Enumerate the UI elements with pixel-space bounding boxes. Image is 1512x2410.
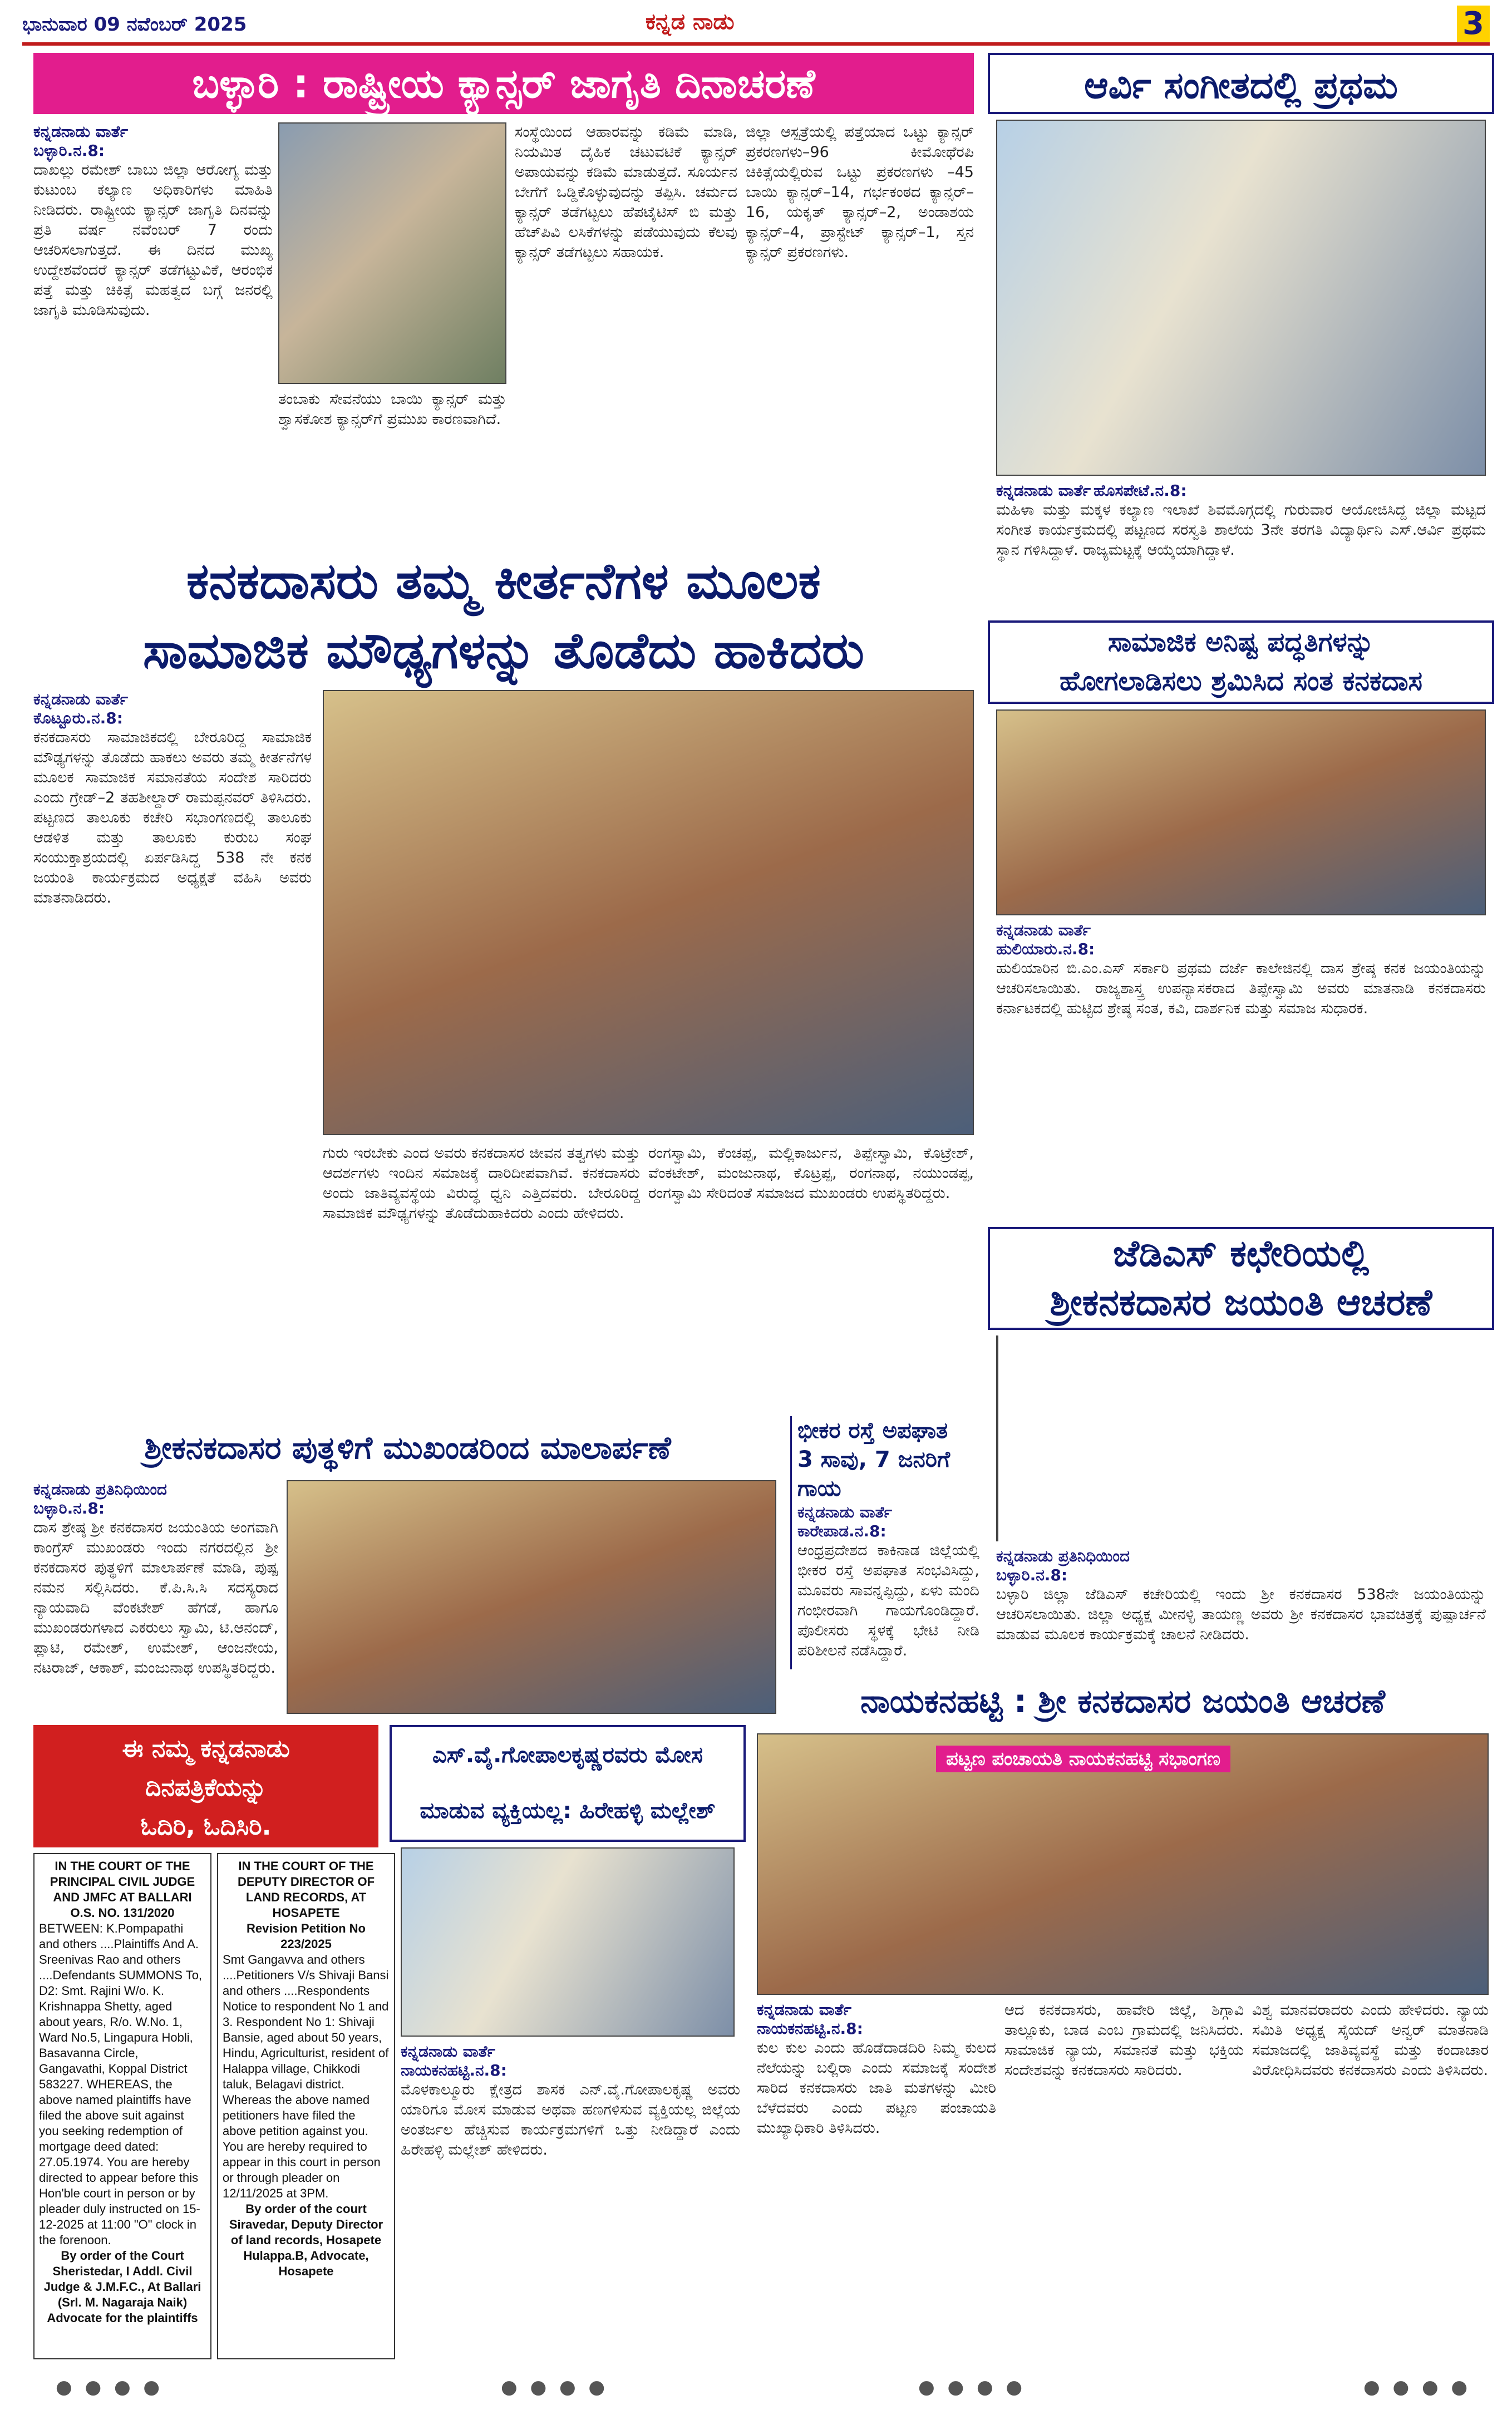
legal1-body: BETWEEN: K.Pompapathi and others ....Plaintiffs And A. Sreenivas Rao and others ....Defendants SUMMONS To, D2: Smt. Rajini W/o. K. Krishnappa Shetty, aged about years, R/o. W.No. 1, Ward No.5, Lingapura Hobli, Basavanna Circle, Gangavathi, Koppal District 583227. WHEREAS, the above named plaintiffs have filed the above suit against you seeking redemption of mortgage deed dated: 27.05.1974. You are hereby directed to appear before this Hon'ble court in person or by pleader duly instructed on 15-12-2025 at 11:00 "O" clock in the forenoon. [39, 1921, 203, 2247]
legal2-court: IN THE COURT OF THE DEPUTY DIRECTOR OF LAND RECORDS, AT HOSAPETE [237, 1859, 375, 1920]
story4-headline-line2: ಹೋಗಲಾಡಿಸಲು ಶ್ರಮಿಸಿದ ಸಂತ ಕನಕದಾಸ [1059, 666, 1423, 697]
story6-headline-line2: 3 ಸಾವು, 7 ಜನರಿಗೆ ಗಾಯ [797, 1447, 950, 1501]
newspaper-brand: ಕನ್ನಡ ನಾಡು [646, 9, 735, 35]
story2-body: ಮಹಿಳಾ ಮತ್ತು ಮಕ್ಕಳ ಕಲ್ಯಾಣ ಇಲಾಖೆ ಶಿವಮೊಗ್ಗದಲ್ಲಿ ಗುರುವಾರ ಆಯೋಜಿಸಿದ್ದ ಜಿಲ್ಲಾ ಮಟ್ಟದ ಸಂಗೀತ ಕಾರ್ಯಕ್ರಮದಲ್ಲಿ ಪಟ್ಟಣದ ಸರಸ್ವತಿ ಶಾಲೆಯ 3ನೇ ತರಗತಿ ವಿದ್ಯಾರ್ಥಿನಿ ಎಸ್.ಆರ್ವಿ ಪ್ರಥಮ ಸ್ಥಾನ ಗಳಿಸಿದ್ದಾಳೆ. ರಾಜ್ಯಮಟ್ಟಕ್ಕೆ ಆಯ್ಕೆಯಾಗಿದ್ದಾಳೆ. [996, 501, 1486, 559]
story9-col1 [757, 2000, 996, 2357]
story3-headline-line1: ಕನಕದಾಸರು ತಮ್ಮ ಕೀರ್ತನೆಗಳ ಮೂಲಕ [186, 552, 821, 610]
registration-marks-center-right: ● ● ● ● [918, 2376, 1026, 2398]
story4-headline-box [988, 620, 1494, 704]
story4-dateline: ಹುಲಿಯಾರು.ನ.8: [996, 940, 1095, 958]
story2-dateline: ಹೊಸಪೇಟೆ.ನ.8: [1094, 481, 1187, 500]
story1-body: ದಾಖಲ್ಲು ರಮೇಶ್ ಬಾಬು ಜಿಲ್ಲಾ ಆರೋಗ್ಯ ಮತ್ತು ಕುಟುಂಬ ಕಲ್ಯಾಣ ಅಧಿಕಾರಿಗಳು ಮಾಹಿತಿ ನೀಡಿದರು. ರಾಷ್ಟ್ರೀಯ ಕ್ಯಾನ್ಸರ್ ಜಾಗೃತಿ ದಿನವನ್ನು ಪ್ರತಿ ವರ್ಷ ನವೆಂಬರ್ 7 ರಂದು ಆಚರಿಸಲಾಗುತ್ತದೆ. ಈ ದಿನದ ಮುಖ್ಯ ಉದ್ದೇಶವೆಂದರೆ ಕ್ಯಾನ್ಸರ್ ತಡೆಗಟ್ಟುವಿಕೆ, ಆರಂಭಿಕ ಪತ್ತೆ ಮತ್ತು ಚಿಕಿತ್ಸೆ ಮಹತ್ವದ ಬಗ್ಗೆ ಜನರಲ್ಲಿ ಜಾಗೃತಿ ಮೂಡಿಸುವುದು. [33, 161, 273, 319]
story3-dateline: ಕೊಟ್ಟೂರು.ನ.8: [33, 709, 123, 727]
promo-line3: ಓದಿರಿ, ಓದಿಸಿರಿ. [140, 1812, 272, 1841]
story9-body3: ವಿಶ್ವ ಮಾನವರಾದರು ಎಂದು ಹೇಳಿದರು. ನ್ಯಾಯ ಸಮಿತಿ ಅಧ್ಯಕ್ಷ ಸೈಯದ್ ಅನ್ವರ್ ಮಾತನಾಡಿ ಸಮಾಜದಲ್ಲಿ ಜಾತಿವ್ಯವಸ್ಥೆ ಮತ್ತು ಕಂದಾಚಾರ ವಿರೋಧಿಸಿದವರು ಕನಕದಾಸರು ಎಂದು ತಿಳಿಸಿದರು. [1252, 2002, 1489, 2079]
issue-date: ಭಾನುವಾರ 09 ನವೆಂಬರ್ 2025 [22, 13, 247, 36]
story5-headline-line2: ಶ್ರೀಕನಕದಾಸರ ಜಯಂತಿ ಆಚರಣೆ [1050, 1281, 1432, 1324]
story9-event-photo [757, 1733, 1489, 1995]
page-number: 3 [1457, 6, 1490, 42]
story2-headline: ಆರ್ವಿ ಸಂಗೀತದಲ್ಲಿ ಪ್ರಥಮ [988, 53, 1494, 114]
promo-box [33, 1725, 378, 1847]
story9-body2: ಆದ ಕನಕದಾಸರು, ಹಾವೇರಿ ಜಿಲ್ಲೆ, ಶಿಗ್ಗಾವಿ ತಾಲ್ಲೂಕು, ಬಾಡ ಎಂಬ ಗ್ರಾಮದಲ್ಲಿ ಜನಿಸಿದರು. ಸಾಮಾಜಿಕ ನ್ಯಾಯ, ಸಮಾನತೆ ಮತ್ತು ಭಕ್ತಿಯ ಸಂದೇಶವನ್ನು ಕನಕದಾಸರು ಸಾರಿದರು. [1004, 2002, 1244, 2079]
story8-press-photo [401, 1847, 735, 2037]
story6-body: ಆಂಧ್ರಪ್ರದೇಶದ ಕಾಕಿನಾಡ ಜಿಲ್ಲೆಯಲ್ಲಿ ಭೀಕರ ರಸ್ತೆ ಅಪಘಾತ ಸಂಭವಿಸಿದ್ದು, ಮೂವರು ಸಾವನ್ನಪ್ಪಿದ್ದು, ಏಳು ಮಂದಿ ಗಂಭೀರವಾಗಿ ಗಾಯಗೊಂಡಿದ್ದಾರೆ. ಪೊಲೀಸರು ಸ್ಥಳಕ್ಕೆ ಭೇಟಿ ನೀಡಿ ಪರಿಶೀಲನೆ ನಡೆಸಿದ್ದಾರೆ. [797, 1542, 979, 1659]
legal1-court: IN THE COURT OF THE PRINCIPAL CIVIL JUDGE AND JMFC AT BALLARI [50, 1859, 195, 1904]
story8-headline-line1: ಎಸ್.ವೈ.ಗೋಪಾಲಕೃಷ್ಣರವರು ಮೋಸ [432, 1742, 703, 1768]
legal-notice-1 [33, 1853, 211, 2359]
story3-col1 [33, 690, 312, 1413]
story5-dateline: ಬಳ್ಳಾರಿ.ನ.8: [996, 1566, 1068, 1584]
story4-headline-line1: ಸಾಮಾಜಿಕ ಅನಿಷ್ಟ ಪದ್ಧತಿಗಳನ್ನು [1107, 627, 1375, 658]
story7-byline: ಕನ್ನಡನಾಡು ಪ್ರತಿನಿಧಿಯಿಂದ [33, 1480, 167, 1499]
story4-byline: ಕನ್ನಡನಾಡು ವಾರ್ತೆ [996, 921, 1091, 939]
story1-body2: ಸಂಸ್ಥೆಯಿಂದ ಆಹಾರವನ್ನು ಕಡಿಮೆ ಮಾಡಿ, ನಿಯಮಿತ ದೈಹಿಕ ಚಟುವಟಿಕೆ ಕ್ಯಾನ್ಸರ್ ಅಪಾಯವನ್ನು ಕಡಿಮೆ ಮಾಡುತ್ತದೆ. ಸೂರ್ಯನ ಬೇಗೆಗೆ ಒಡ್ಡಿಕೊಳ್ಳುವುದನ್ನು ತಪ್ಪಿಸಿ. ಚರ್ಮದ ಕ್ಯಾನ್ಸರ್ ತಡೆಗಟ್ಟಲು ಹೆಪಟೈಟಿಸ್ ಬಿ ಮತ್ತು ಹೆಚ್‌ಪಿವಿ ಲಸಿಕೆಗಳನ್ನು ಪಡೆಯುವುದು ಕೆಲವು ಕ್ಯಾನ್ಸರ್ ತಡೆಗಟ್ಟಲು ಸಹಾಯಕ. [515, 124, 737, 261]
story1-headline: ಬಳ್ಳಾರಿ : ರಾಷ್ಟ್ರೀಯ ಕ್ಯಾನ್ಸರ್ ಜಾಗೃತಿ ದಿನಾಚರಣೆ [33, 53, 974, 114]
story9-body: ಕುಲ ಕುಲ ಎಂದು ಹೊಡೆದಾಡದಿರಿ ನಿಮ್ಮ ಕುಲದ ನೆಲೆಯನ್ನು ಬಲ್ಲಿರಾ ಎಂದು ಸಮಾಜಕ್ಕೆ ಸಂದೇಶ ಸಾರಿದ ಕನಕದಾಸರು ಜಾತಿ ಮತಗಳನ್ನು ಮೀರಿ ಬೆಳೆದವರು ಎಂದು ಪಟ್ಟಣ ಪಂಚಾಯತಿ ಮುಖ್ಯಾಧಿಕಾರಿ ತಿಳಿಸಿದರು. [757, 2039, 996, 2137]
story8-dateline: ನಾಯಕನಹಟ್ಟಿ.ನ.8: [401, 2061, 507, 2079]
legal-notice-2 [217, 1853, 395, 2359]
story1-dateline: ಬಳ್ಳಾರಿ.ನ.8: [33, 141, 105, 160]
story5-text [996, 1547, 1486, 1669]
story4-body: ಹುಲಿಯಾರಿನ ಬಿ.ಎಂ.ಎಸ್ ಸರ್ಕಾರಿ ಪ್ರಥಮ ದರ್ಜೆ ಕಾಲೇಜಿನಲ್ಲಿ ದಾಸ ಶ್ರೇಷ್ಠ ಕನಕ ಜಯಂತಿಯನ್ನು ಆಚರಿಸಲಾಯಿತು. ರಾಜ್ಯಶಾಸ್ತ್ರ ಉಪನ್ಯಾಸಕರಾದ ತಿಪ್ಪೇಸ್ವಾಮಿ ಅವರು ಮಾತನಾಡಿ ಕನಕದಾಸರು ಕರ್ನಾಟಕದಲ್ಲಿ ಹುಟ್ಟಿದ ಶ್ರೇಷ್ಠ ಸಂತ, ಕವಿ, ದಾರ್ಶನಿಕ ಮತ್ತು ಸಮಾಜ ಸುಧಾರಕ. [996, 960, 1486, 1017]
story2-byline: ಕನ್ನಡನಾಡು ವಾರ್ತೆ [996, 481, 1091, 500]
story3-headline-line2: ಸಾಮಾಜಿಕ ಮೌಢ್ಯಗಳನ್ನು ತೊಡೆದು ಹಾಕಿದರು [142, 622, 865, 680]
legal1-footer: By order of the Court Sheristedar, I Addl. Civil Judge & J.M.F.C., At Ballari (Srl. M. Nagaraja Naik) Advocate for the plaintiffs [43, 2249, 201, 2325]
story1-byline: ಕನ್ನಡನಾಡು ವಾರ್ತೆ [33, 122, 129, 141]
story6-dateline: ಕಾರೇಪಾಡ.ನ.8: [797, 1522, 886, 1540]
story8-text [401, 2042, 740, 2359]
story8-headline-line2: ಮಾಡುವ ವ್ಯಕ್ತಿಯಲ್ಲ: ಹಿರೇಹಳ್ಳಿ ಮಲ್ಲೇಶ್ [420, 1798, 716, 1823]
story9-byline: ಕನ್ನಡನಾಡು ವಾರ್ತೆ [757, 2000, 852, 2019]
story7-text [33, 1480, 278, 1714]
story3-group-photo [323, 690, 974, 1135]
registration-marks-center: ● ● ● ● [501, 2376, 609, 2398]
story3-byline: ಕನ್ನಡನಾಡು ವಾರ್ತೆ [33, 690, 129, 708]
story6-block [790, 1416, 979, 1669]
story5-headline-box [988, 1227, 1494, 1330]
story3-body: ಕನಕದಾಸರು ಸಾಮಾಜಿಕದಲ್ಲಿ ಬೇರೂರಿದ್ದ ಸಾಮಾಜಿಕ ಮೌಢ್ಯಗಳನ್ನು ತೊಡೆದು ಹಾಕಲು ಅವರು ತಮ್ಮ ಕೀರ್ತನೆಗಳ ಮೂಲಕ ಸಾಮಾಜಿಕ ಸಮಾನತೆಯ ಸಂದೇಶ ಸಾರಿದರು ಎಂದು ಗ್ರೇಡ್–2 ತಹಶೀಲ್ದಾರ್ ರಾಮಪ್ಪನವರ್ ತಿಳಿಸಿದರು. ಪಟ್ಟಣದ ತಾಲೂಕು ಕಚೇರಿ ಸಭಾಂಗಣದಲ್ಲಿ ತಾಲೂಕು ಆಡಳಿತ ಮತ್ತು ತಾಲೂಕು ಕುರುಬ ಸಂಘ ಸಂಯುಕ್ತಾಶ್ರಯದಲ್ಲಿ ಏರ್ಪಡಿಸಿದ್ದ 538 ನೇ ಕನಕ ಜಯಂತಿ ಕಾರ್ಯಕ್ರಮದ ಅಧ್ಯಕ್ಷತೆ ವಹಿಸಿ ಅವರು ಮಾತನಾಡಿದರು. [33, 729, 312, 906]
story7-dateline: ಬಳ್ಳಾರಿ.ನ.8: [33, 1499, 105, 1517]
story5-body: ಬಳ್ಳಾರಿ ಜಿಲ್ಲಾ ಜೆಡಿಎಸ್ ಕಚೇರಿಯಲ್ಲಿ ಇಂದು ಶ್ರೀ ಕನಕದಾಸರ 538ನೇ ಜಯಂತಿಯನ್ನು ಆಚರಿಸಲಾಯಿತು. ಜಿಲ್ಲಾ ಅಧ್ಯಕ್ಷ ಮೀನಳ್ಳಿ ತಾಯಣ್ಣ ಅವರು ಶ್ರೀ ಕನಕದಾಸರ ಭಾವಚಿತ್ರಕ್ಕೆ ಪುಷ್ಪಾರ್ಚನೆ ಮಾಡುವ ಮೂಲಕ ಕಾರ್ಯಕ್ರಮಕ್ಕೆ ಚಾಲನೆ ನೀಡಿದರು. [996, 1586, 1486, 1643]
story9-photo-banner: ಪಟ್ಟಣ ಪಂಚಾಯತಿ ನಾಯಕನಹಟ್ಟಿ ಸಭಾಂಗಣ [936, 1746, 1230, 1772]
story7-statue-photo [287, 1480, 776, 1714]
registration-marks-right: ● ● ● ● [1363, 2376, 1471, 2398]
story5-headline-line1: ಜೆಡಿಎಸ್ ಕಛೇರಿಯಲ್ಲಿ [1112, 1232, 1370, 1275]
legal2-body: Smt Gangavva and others ....Petitioners V/s Shivaji Bansi and others ....Respondents Notice to respondent No 1 and 3. Respondent No 1: Shivaji Bansie, aged about 50 years, Hindu, Agriculturist, resident of Halappa village, Chikkodi taluk, Belagavi district. Whereas the above named petitioners have filed the above petition against you. You are hereby required to appear in this court in person or through pleader on 12/11/2025 at 3PM. [223, 1953, 389, 2200]
story1-portrait-photo [278, 122, 506, 384]
story4-text [996, 921, 1486, 1221]
promo-line2: ದಿನಪತ್ರಿಕೆಯನ್ನು [145, 1773, 267, 1802]
promo-line1: ಈ ನಮ್ಮ ಕನ್ನಡನಾಡು [122, 1734, 290, 1763]
story6-byline: ಕನ್ನಡನಾಡು ವಾರ್ತೆ [797, 1503, 893, 1521]
story2-text [996, 481, 1486, 604]
story8-body: ಮೊಳಕಾಲ್ಮೂರು ಕ್ಷೇತ್ರದ ಶಾಸಕ ಎನ್.ವೈ.ಗೋಪಾಲಕೃಷ್ಣ ಅವರು ಯಾರಿಗೂ ಮೋಸ ಮಾಡುವ ಅಥವಾ ಹಣಗಳಿಸುವ ವ್ಯಕ್ತಿಯಲ್ಲ ಜಿಲ್ಲೆಯ ಅಂತರ್ಜಲ ಹೆಚ್ಚಿಸುವ ಕಾರ್ಯಕ್ರಮಗಳಿಗೆ ಒತ್ತು ನೀಡಿದ್ದಾರೆ ಎಂದು ಹಿರೇಹಳ್ಳಿ ಮಲ್ಲೇಶ್ ಹೇಳಿದರು. [401, 2081, 740, 2158]
legal1-case: O.S. NO. 131/2020 [70, 1906, 175, 1920]
story1-body3: ಜಿಲ್ಲಾ ಆಸ್ಪತ್ರೆಯಲ್ಲಿ ಪತ್ತೆಯಾದ ಒಟ್ಟು ಕ್ಯಾನ್ಸರ್ ಪ್ರಕರಣಗಳು–96 ಕೀಮೋಥೆರಪಿ ಚಿಕಿತ್ಸೆಯಲ್ಲಿರುವ ಒಟ್ಟು ಪ್ರಕರಣಗಳು –45 ಬಾಯಿ ಕ್ಯಾನ್ಸರ್–14, ಗರ್ಭಕಂಠದ ಕ್ಯಾನ್ಸರ್–16, ಯಕೃತ್ ಕ್ಯಾನ್ಸರ್–2, ಅಂಡಾಶಯ ಕ್ಯಾನ್ಸರ್–4, ಪ್ರಾಸ್ಟೇಟ್ ಕ್ಯಾನ್ಸರ್–1, ಸ್ತನ ಕ್ಯಾನ್ಸರ್ ಪ್ರಕರಣಗಳು. [746, 124, 974, 261]
story5-group-photo [996, 1335, 998, 1541]
story1-col1 [33, 122, 273, 479]
story5-byline: ಕನ್ನಡನಾಡು ಪ್ರತಿನಿಧಿಯಿಂದ [996, 1547, 1130, 1565]
story3-body3: ರಂಗಸ್ವಾಮಿ, ಕೆಂಚಪ್ಪ, ಮಲ್ಲಿಕಾರ್ಜುನ, ತಿಪ್ಪೇಸ್ವಾಮಿ, ಕೊಟ್ರೇಶ್, ವೆಂಕಟೇಶ್, ಮಂಜುನಾಥ, ಕೊಟ್ರಪ್ಪ, ರಂಗನಾಥ, ನಯುಂಡಪ್ಪ, ರಂಗಸ್ವಾಮಿ ಸೇರಿದಂತೆ ಸಮಾಜದ ಮುಖಂಡರು ಉಪಸ್ಥಿತರಿದ್ದರು. [648, 1145, 974, 1202]
story2-award-photo [996, 120, 1486, 476]
story8-byline: ಕನ್ನಡನಾಡು ವಾರ್ತೆ [401, 2042, 496, 2061]
story3-body2: ಗುರು ಇರಬೇಕು ಎಂದ ಅವರು ಕನಕದಾಸರ ಜೀವನ ತತ್ವಗಳು ಮತ್ತು ಆದರ್ಶಗಳು ಇಂದಿನ ಸಮಾಜಕ್ಕೆ ದಾರಿದೀಪವಾಗಿವೆ. ಕನಕದಾಸರು ಅಂದು ಜಾತಿವ್ಯವಸ್ಥೆಯ ವಿರುದ್ಧ ಧ್ವನಿ ಎತ್ತಿದವರು. ಬೇರೂರಿದ್ದ ಸಾಮಾಜಿಕ ಮೌಢ್ಯಗಳನ್ನು ತೊಡೆದುಹಾಕಿದರು ಎಂದು ಹೇಳಿದರು. [323, 1145, 640, 1222]
masthead-bar [22, 6, 1490, 46]
story7-headline: ಶ್ರೀಕನಕದಾಸರ ಪುತ್ಥಳಿಗೆ ಮುಖಂಡರಿಂದ ಮಾಲಾರ್ಪಣೆ [144, 1430, 671, 1466]
legal2-case: Revision Petition No 223/2025 [247, 1921, 366, 1951]
registration-marks-left: ● ● ● ● [56, 2376, 164, 2398]
story8-headline-box [390, 1725, 746, 1842]
story1-caption: ತಂಬಾಕು ಸೇವನೆಯು ಬಾಯಿ ಕ್ಯಾನ್ಸರ್ ಮತ್ತು ಶ್ವಾಸಕೋಶ ಕ್ಯಾನ್ಸರ್‌ಗೆ ಪ್ರಮುಖ ಕಾರಣವಾಗಿದೆ. [278, 391, 506, 428]
legal2-footer: By order of the court Siravedar, Deputy Director of land records, Hosapete Hulappa.B, Advocate, Hosapete [229, 2202, 383, 2278]
story4-group-photo [996, 709, 1486, 915]
story7-body: ದಾಸ ಶ್ರೇಷ್ಠ ಶ್ರೀ ಕನಕದಾಸರ ಜಯಂತಿಯ ಅಂಗವಾಗಿ ಕಾಂಗ್ರೆಸ್ ಮುಖಂಡರು ಇಂದು ನಗರದಲ್ಲಿನ ಶ್ರೀ ಕನಕದಾಸರ ಪುತ್ಥಳಿಗೆ ಮಾಲಾರ್ಪಣೆ ಮಾಡಿ, ಪುಷ್ಪ ನಮನ ಸಲ್ಲಿಸಿದರು. ಕೆ.ಪಿ.ಸಿ.ಸಿ ಸದಸ್ಯರಾದ ನ್ಯಾಯವಾದಿ ವೆಂಕಟೇಶ್ ಹೆಗಡೆ, ಹಾಗೂ ಮುಖಂಡರುಗಳಾದ ಎಕರುಲು ಸ್ವಾಮಿ, ಟಿ.ಆನಂದ್, ಪ್ಲಾಟಿ, ರಮೇಶ್, ಉಮೇಶ್, ಆಂಜನೇಯ, ನಟರಾಜ್, ಆಕಾಶ್, ಮಂಜುನಾಥ ಉಪಸ್ಥಿತರಿದ್ದರು. [33, 1519, 278, 1677]
story6-headline-line1: ಭೀಕರ ರಸ್ತೆ ಅಪಘಾತ [797, 1418, 948, 1443]
story9-headline: ನಾಯಕನಹಟ್ಟಿ : ಶ್ರೀ ಕನಕದಾಸರ ಜಯಂತಿ ಆಚರಣೆ [860, 1682, 1385, 1720]
story9-dateline: ನಾಯಕನಹಟ್ಟಿ.ನ.8: [757, 2019, 863, 2038]
